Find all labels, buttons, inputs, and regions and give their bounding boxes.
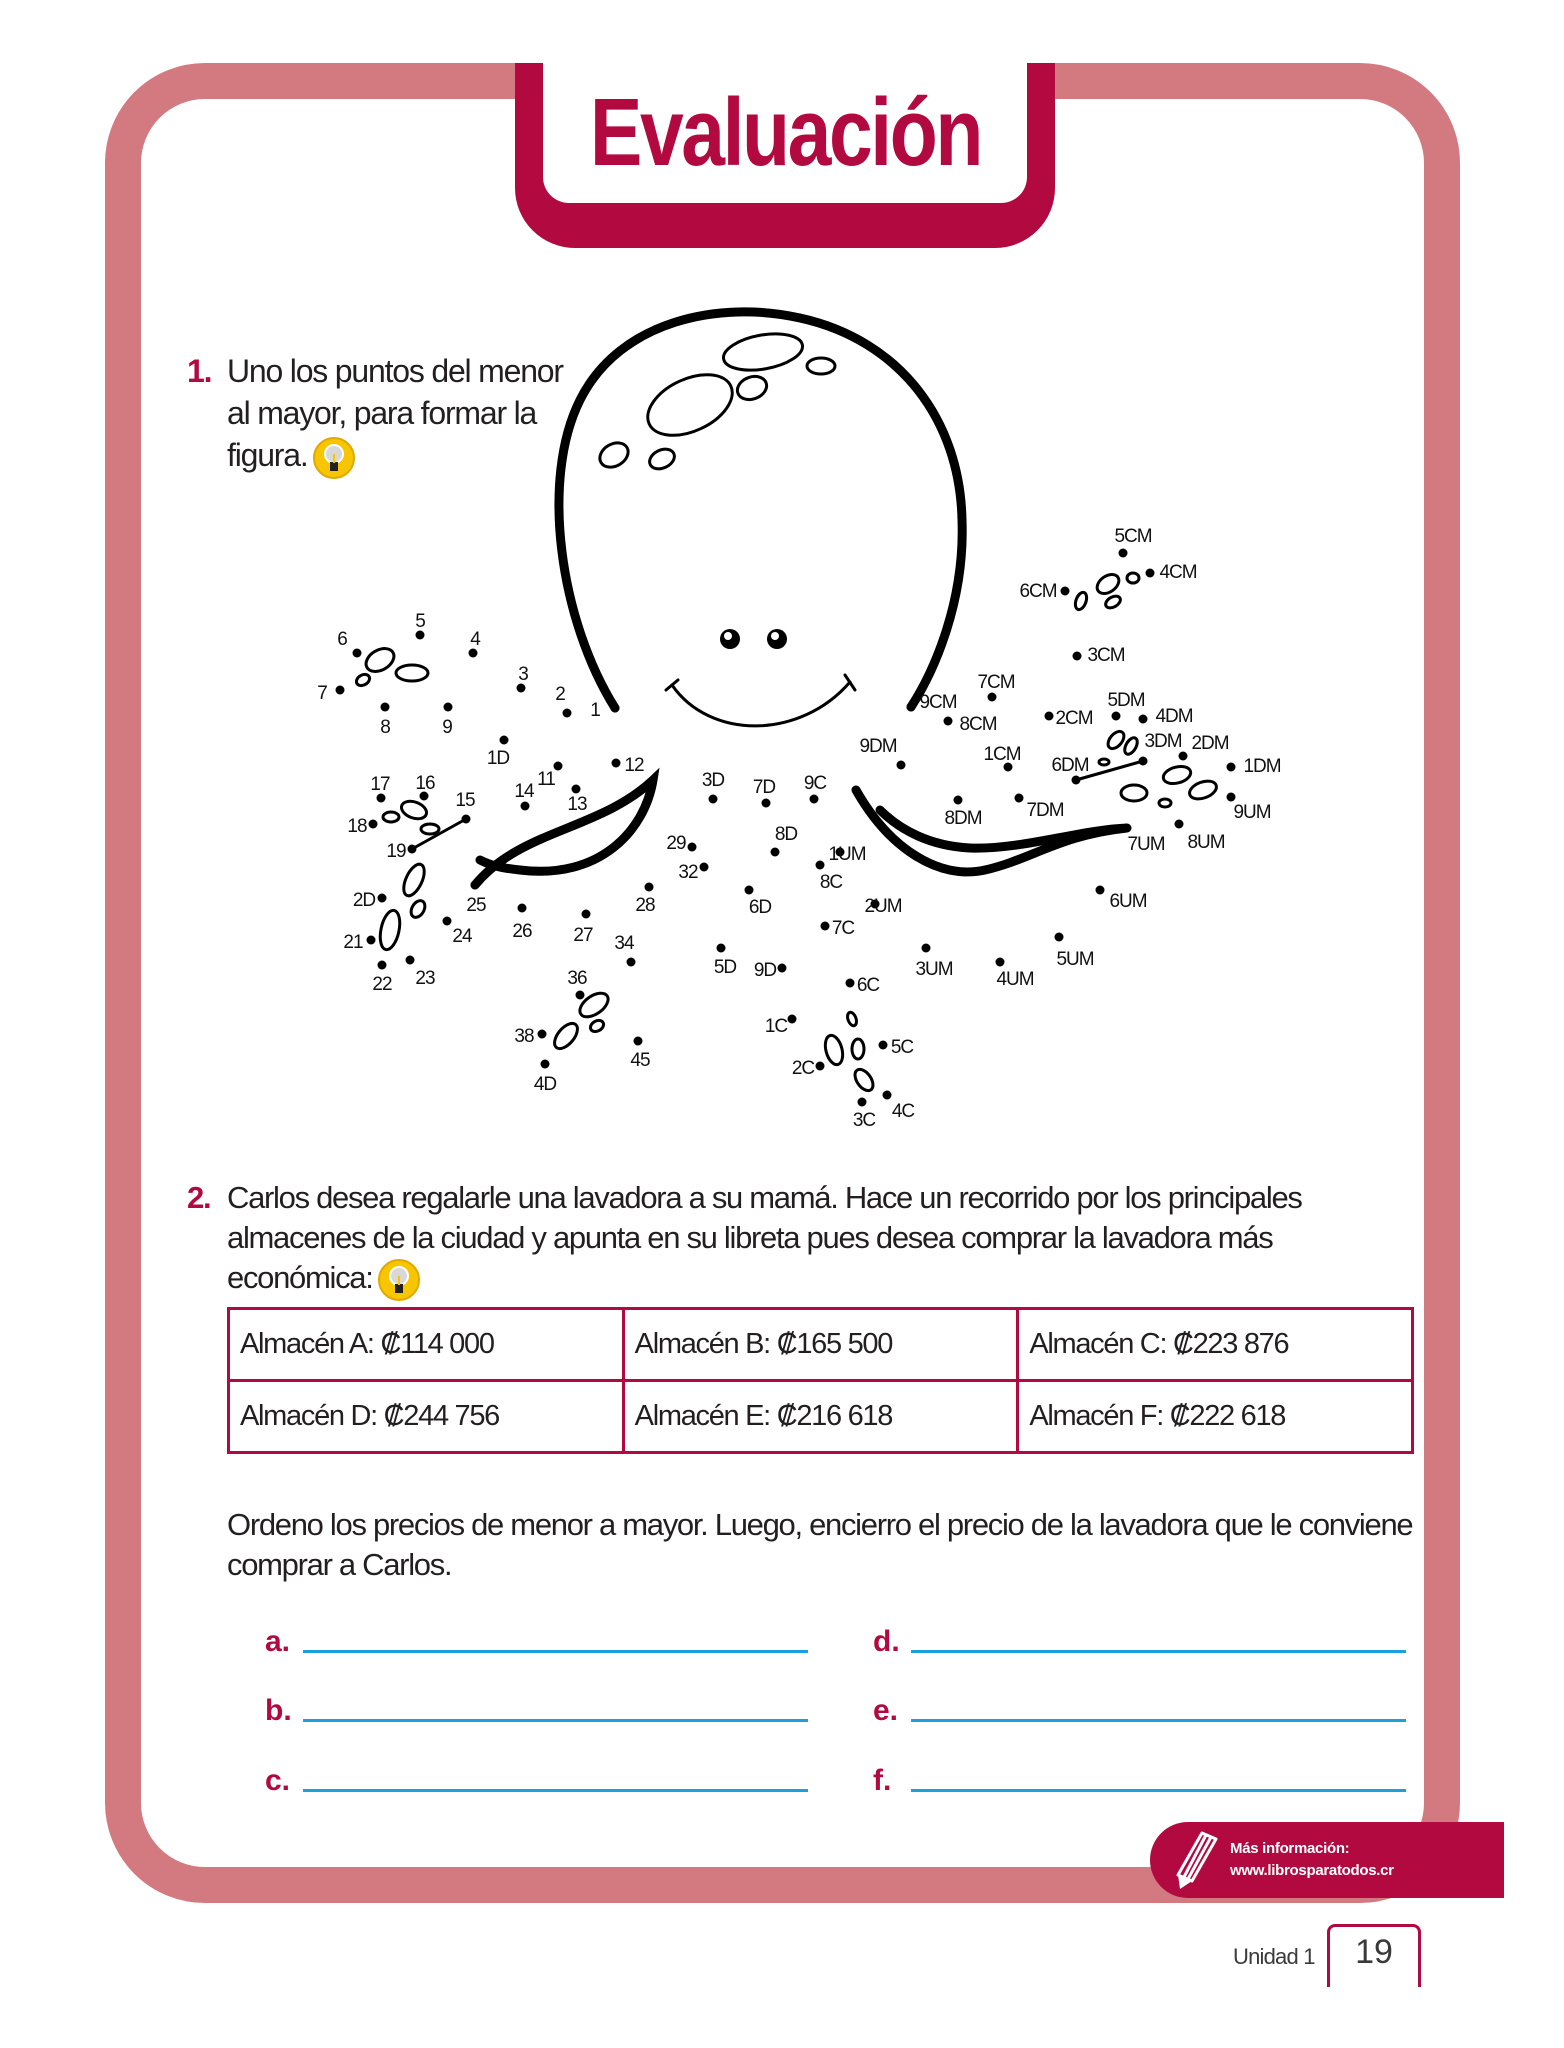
question-2-number: 2. <box>187 1180 211 1215</box>
dot-label: 7CM <box>977 672 1015 693</box>
dot-point <box>765 1015 797 1038</box>
dot-label: 9C <box>803 773 827 794</box>
page-number: 19 <box>1355 1933 1393 1971</box>
dot-label: 26 <box>512 921 532 942</box>
dot-label: 36 <box>567 968 587 989</box>
dot-point <box>370 774 390 803</box>
dot-point <box>745 886 772 919</box>
dot-point <box>635 883 655 917</box>
dot-label: 8DM <box>944 808 982 829</box>
info-banner-link[interactable]: www.librosparatodos.cr <box>1230 1862 1394 1879</box>
octopus-eyes <box>720 629 787 649</box>
table-cell: Almacén B: ₡165 500 <box>623 1309 1018 1381</box>
dot-point <box>1123 824 1165 856</box>
answer-line[interactable] <box>303 1789 808 1792</box>
dot-point <box>415 611 425 640</box>
table-cell: Almacén D: ₡244 756 <box>229 1381 624 1453</box>
dot-point <box>804 773 827 804</box>
answer-line[interactable] <box>911 1719 1406 1722</box>
dot-point <box>1055 933 1094 971</box>
dot-point <box>343 932 375 953</box>
dot-label: 9CM <box>919 692 957 713</box>
answer-line[interactable] <box>303 1719 808 1722</box>
dot-point <box>1146 562 1197 583</box>
dot-point <box>771 824 798 857</box>
dot-label: 19 <box>386 841 406 862</box>
answer-label: d. <box>873 1625 900 1658</box>
dot-point <box>846 975 880 996</box>
answer-label: b. <box>265 1694 292 1727</box>
dot-label: 34 <box>614 933 634 954</box>
dot-label: 7DM <box>1026 800 1064 821</box>
dot-point <box>469 629 482 658</box>
dot-point <box>443 917 473 948</box>
dot-label: 29 <box>666 833 686 854</box>
dot-point <box>859 736 905 770</box>
dot-label: 21 <box>343 932 363 953</box>
answer-b[interactable] <box>265 1694 808 1728</box>
dot-point <box>514 1026 546 1047</box>
dot-label: 3DM <box>1144 731 1182 752</box>
dot-label: 1D <box>486 748 510 769</box>
dot-label: 1C <box>764 1016 788 1037</box>
page-title: Evaluación <box>589 79 981 186</box>
dot-label: 38 <box>514 1026 534 1047</box>
answer-e[interactable] <box>873 1694 1406 1728</box>
answer-d[interactable] <box>873 1625 1406 1659</box>
dot-label: 12 <box>624 755 644 776</box>
dot-point <box>372 961 392 996</box>
dot-point <box>1139 706 1193 727</box>
dot-label: 6D <box>748 897 772 918</box>
dot-point <box>1019 581 1069 602</box>
question-1-text-content: Uno los puntos del menor al mayor, para formar la figura. <box>227 353 563 473</box>
dot-point <box>883 1091 915 1123</box>
dot-label: 15 <box>455 790 475 811</box>
dot-label: 7D <box>752 777 776 798</box>
unit-label: Unidad 1 <box>1233 1944 1315 1969</box>
table-cell: Almacén F: ₡222 618 <box>1018 1381 1413 1453</box>
dot-point <box>337 629 361 658</box>
table-row <box>229 1309 1413 1381</box>
dot-label: 3UM <box>915 959 953 980</box>
dot-label: 1 <box>590 700 600 721</box>
dot-label: 18 <box>347 816 367 837</box>
dot-point <box>1139 731 1182 766</box>
dot-point <box>555 684 571 718</box>
dot-point <box>816 861 843 894</box>
dot-point <box>1179 733 1229 761</box>
dot-point <box>996 958 1034 991</box>
question-2-text <box>227 1178 1417 1302</box>
dot-label: 4UM <box>996 969 1034 990</box>
dot-point <box>853 1098 876 1132</box>
dot-label: 1DM <box>1243 756 1281 777</box>
dot-point <box>487 736 510 770</box>
dot-point <box>879 1037 914 1058</box>
dot-label: 5UM <box>1056 949 1094 970</box>
table-cell: Almacén C: ₡223 876 <box>1018 1309 1413 1381</box>
dot-point <box>1073 645 1125 666</box>
dot-label: 4 <box>470 629 480 650</box>
dot-label: 3 <box>518 664 528 685</box>
table-row <box>229 1381 1413 1453</box>
dot-point <box>567 968 587 1000</box>
dot-point <box>666 833 696 854</box>
dot-point <box>714 944 737 979</box>
dot-point <box>1227 793 1271 824</box>
dot-label: 4D <box>533 1074 557 1095</box>
dot-label: 6C <box>856 975 880 996</box>
answer-f[interactable] <box>873 1764 1406 1798</box>
dot-label: 1UM <box>828 844 866 865</box>
dot-label: 2D <box>352 890 376 911</box>
dot-point <box>514 781 535 811</box>
dot-point <box>678 862 708 883</box>
question-2 <box>187 1178 1417 1302</box>
dot-label: 5C <box>890 1037 914 1058</box>
answer-label: c. <box>265 1764 291 1797</box>
dot-label: 6DM <box>1051 755 1089 776</box>
question-2-text-content: Carlos desea regalarle una lavadora a su mamá. Hace un recorrido por los principales almacenes de la ciudad y apunta en su libreta pues desea comprar la lavadora más económica: <box>227 1180 1302 1296</box>
dot-label: 9 <box>442 717 452 738</box>
dot-point <box>317 683 344 704</box>
dot-label: 25 <box>466 895 486 916</box>
dot-point <box>415 773 435 801</box>
dot-point <box>1227 756 1281 777</box>
dot-point <box>983 744 1020 772</box>
dot-label: 5 <box>415 611 425 632</box>
table-cell: Almacén E: ₡216 618 <box>623 1381 1018 1453</box>
dot-label: 23 <box>415 968 435 989</box>
dot-point <box>1051 755 1088 785</box>
dot-point <box>1114 526 1151 558</box>
dot-label: 17 <box>370 774 390 795</box>
dot-label: 45 <box>630 1050 650 1071</box>
dot-point <box>614 933 635 967</box>
dot-label: 32 <box>678 862 698 883</box>
answer-line[interactable] <box>911 1650 1406 1653</box>
dot-label: 24 <box>452 926 472 947</box>
dot-point <box>915 944 952 981</box>
answer-label: a. <box>265 1625 291 1658</box>
dot-label: 2CM <box>1055 708 1093 729</box>
dot-label: 16 <box>415 773 435 794</box>
price-table <box>227 1307 1414 1454</box>
dot-point <box>1107 690 1144 721</box>
answer-label: e. <box>873 1694 899 1727</box>
dot-label: 8 <box>380 717 390 738</box>
dot-point <box>1096 886 1147 913</box>
dot-label: 2DM <box>1191 733 1229 754</box>
dot-label: 2C <box>791 1058 815 1079</box>
dot-point <box>386 841 416 862</box>
dot-point <box>380 703 390 739</box>
dot-point <box>442 703 452 739</box>
dot-label: 5DM <box>1107 690 1145 711</box>
instruction-text: Ordeno los precios de menor a mayor. Luego, encierro el precio de la lavadora que le conviene comprar a Carlos. <box>227 1507 1413 1582</box>
dot-label: 9UM <box>1233 802 1271 823</box>
answer-line[interactable] <box>911 1789 1406 1792</box>
dot-point <box>864 896 901 917</box>
dot-label: 9D <box>753 960 777 981</box>
dot-point <box>466 881 486 917</box>
page-number-box <box>1327 1924 1421 1987</box>
question-1-number: 1. <box>187 353 212 389</box>
dot-point <box>977 672 1014 702</box>
dot-label: 14 <box>514 781 534 802</box>
dot-label: 3C <box>852 1110 876 1131</box>
dot-label: 2UM <box>864 896 902 917</box>
dot-point <box>630 1037 650 1072</box>
dot-label: 3D <box>701 770 725 791</box>
info-banner <box>1150 1822 1504 1898</box>
dot-label: 5CM <box>1114 526 1152 547</box>
dot-label: 8CM <box>959 714 997 735</box>
pencil-icon <box>1172 1829 1222 1891</box>
dot-label: 7C <box>831 918 855 939</box>
dot-point <box>1015 794 1064 822</box>
dot-points <box>317 526 1281 1131</box>
dot-label: 22 <box>372 974 392 995</box>
dot-point <box>753 777 776 808</box>
answer-c[interactable] <box>265 1764 808 1798</box>
dot-point <box>612 755 644 776</box>
dot-label: 11 <box>537 769 555 790</box>
dot-label: 13 <box>567 794 587 815</box>
info-banner-label: Más información: <box>1230 1840 1350 1857</box>
dot-point <box>1175 820 1225 854</box>
dot-label: 4DM <box>1155 706 1193 727</box>
dot-point <box>455 790 475 824</box>
octopus-outline <box>354 312 1218 1094</box>
dot-label: 27 <box>573 925 593 946</box>
dot-label: 2 <box>555 684 565 705</box>
dot-label: 1CM <box>983 744 1021 765</box>
dot-point <box>821 918 855 939</box>
dot-label: 8C <box>819 872 843 893</box>
dot-label: 3CM <box>1087 645 1125 666</box>
answer-a[interactable] <box>265 1625 808 1659</box>
dot-label: 5D <box>713 957 737 978</box>
dot-point <box>347 816 377 837</box>
dot-point <box>1045 708 1093 729</box>
answer-line[interactable] <box>303 1650 808 1653</box>
dot-point <box>573 910 593 947</box>
info-banner-text <box>1230 1838 1394 1882</box>
dot-label: 7 <box>317 683 327 704</box>
dot-point <box>792 1058 825 1079</box>
dot-point <box>944 714 997 735</box>
dot-point <box>828 844 865 865</box>
answer-label: f. <box>873 1764 892 1797</box>
dot-label: 4CM <box>1159 562 1197 583</box>
lightbulb-icon <box>377 1258 421 1302</box>
dot-point <box>702 770 725 804</box>
dot-point <box>944 796 981 830</box>
dot-label: 28 <box>635 895 655 916</box>
table-cell: Almacén A: ₡114 000 <box>229 1309 624 1381</box>
dot-label: 8UM <box>1187 832 1225 853</box>
dot-point <box>537 762 562 791</box>
dot-label: 6UM <box>1109 891 1147 912</box>
dot-point <box>406 956 435 990</box>
dot-point <box>512 904 532 943</box>
dot-label: 6 <box>337 629 347 650</box>
dot-point <box>517 664 529 693</box>
dot-label: 7UM <box>1127 834 1165 855</box>
dot-point <box>353 890 387 911</box>
dot-point <box>567 785 587 816</box>
dot-point <box>754 960 787 981</box>
dot-label: 8D <box>774 824 798 845</box>
dot-label: 4C <box>891 1101 915 1122</box>
dot-label: 6CM <box>1019 581 1057 602</box>
dot-point <box>534 1060 557 1096</box>
dot-label: 9DM <box>859 736 897 757</box>
